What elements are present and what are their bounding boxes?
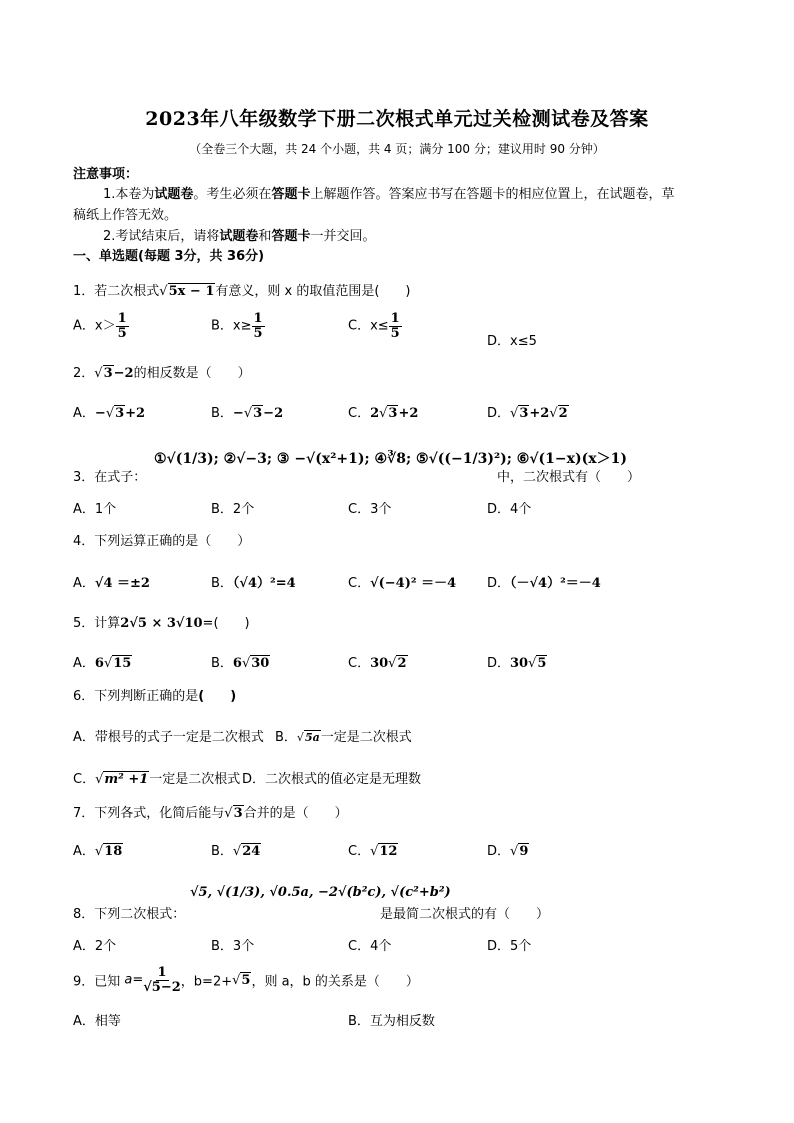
q8-option-a[interactable]: A．2个 [73, 939, 117, 954]
notice-text: 1.本卷为 [103, 187, 155, 202]
option-label: C．x≤ [348, 318, 389, 334]
option-label: A．x＞ [73, 318, 116, 334]
radical-expression: √3 [510, 406, 529, 421]
option-label: C． [348, 576, 371, 591]
option-label: A． [73, 730, 95, 745]
radicand: 3 [519, 406, 529, 421]
question-3-suffix: 中，二次根式有（ ） [497, 470, 641, 485]
q7-option-b[interactable] [211, 840, 261, 859]
option-text: 一定是二次根式 [149, 772, 241, 787]
radical-expression: √2 [388, 656, 407, 671]
document-title: 2023年八年级数学下册二次根式单元过关检测试卷及答案 [145, 108, 649, 130]
radicand: 3 [103, 366, 113, 381]
question-text: 7．下列各式，化简后能与 [73, 806, 225, 821]
question-6 [73, 685, 236, 704]
numerator: 1 [390, 311, 400, 326]
math-text: −2 [263, 406, 284, 421]
q3-option-c[interactable]: C．3个 [348, 502, 392, 517]
option-label: D． [487, 406, 511, 421]
fraction [143, 966, 181, 994]
math-text: − [94, 406, 106, 421]
radicand: 3 [253, 406, 263, 421]
q4-option-a[interactable] [73, 572, 150, 591]
denominator: 5 [117, 325, 127, 341]
option-label: B． [275, 730, 297, 745]
notice-text: 和 [258, 229, 272, 244]
question-text: 2． [73, 366, 95, 381]
radicand: 9 [519, 844, 529, 859]
denominator: 5 [390, 325, 400, 341]
option-label: D． [487, 576, 511, 591]
section-heading: 一、单选题(每题 3分，共 36分) [73, 249, 265, 264]
radicand: 30 [251, 656, 270, 671]
option-label: A． [73, 844, 95, 859]
radical-expression: √24 [232, 844, 261, 859]
radical-expression: √30 [241, 656, 270, 671]
option-label: B． [211, 844, 233, 859]
question-8-expression: √5, √(1/3), √0.5a, −2√(b²c), √(c²+b²) [190, 885, 451, 900]
math-text: （√4）²=4 [232, 576, 296, 591]
q5-option-d[interactable] [487, 652, 547, 671]
option-label: C． [348, 406, 371, 421]
question-8-suffix: 是最简二次根式的有（ ） [380, 907, 550, 922]
radicand: 2 [558, 406, 568, 421]
option-label: C． [348, 844, 371, 859]
question-text: 合并的是（ ） [243, 806, 348, 821]
option-label: B． [211, 656, 233, 671]
radical-expression: √3 [243, 406, 263, 421]
radicand: 18 [104, 844, 123, 859]
question-text: 1．若二次根式 [73, 284, 160, 299]
option-text: 二次根式的值必定是无理数 [265, 772, 422, 787]
q3-option-d[interactable]: D．4个 [487, 502, 532, 517]
question-text: 有意义，则 x 的取值范围是( ) [215, 284, 411, 299]
radicand: 15 [113, 656, 132, 671]
notice-item-2 [103, 225, 375, 244]
question-3-expression: ①√(1/3); ②√−3; ③ −√(x²+1); ④∛8; ⑤√((−1/3)²); ⑥√(1−x)(x＞1) [154, 451, 627, 467]
question-text: ，b=2+ [180, 974, 233, 990]
math-text: 2 [370, 406, 380, 421]
radical-expression: √3 [379, 406, 398, 421]
q3-option-a[interactable]: A．1个 [73, 502, 117, 517]
option-label: A． [73, 406, 95, 421]
denominator: √5−2 [143, 979, 181, 995]
notice-bold: 试题卷 [219, 229, 259, 244]
document-subtitle: （全卷三个大题，共 24 个小题，共 4 页；满分 100 分；建议用时 90 分钟） [189, 142, 605, 156]
radical-expression: √5 [232, 972, 251, 988]
notice-heading: 注意事项： [73, 167, 139, 182]
radicand: 5 [241, 972, 251, 988]
option-label: C． [348, 656, 371, 671]
option-label: C． [73, 772, 96, 787]
math-text: − [232, 406, 244, 421]
radical-expression: √3 [105, 406, 125, 421]
q7-option-c[interactable] [348, 840, 398, 859]
radicand: m² +1 [104, 772, 149, 787]
radicand: 3 [388, 406, 398, 421]
notice-item-1 [103, 183, 674, 202]
math-text: 2√5 × 3√10 [120, 616, 203, 631]
q2-option-d[interactable] [487, 402, 569, 421]
q4-option-b[interactable] [211, 572, 296, 591]
q4-option-d[interactable] [487, 572, 601, 591]
math-text: 30 [370, 656, 389, 671]
radicand: 5a [304, 731, 320, 744]
denominator: 5 [253, 325, 263, 341]
q8-option-d[interactable]: D．5个 [487, 939, 532, 954]
radicand: 3 [233, 806, 243, 821]
q5-option-c[interactable] [348, 652, 408, 671]
q5-option-a[interactable] [73, 652, 132, 671]
radical-expression: √3 [94, 366, 113, 381]
q2-option-b[interactable] [211, 402, 283, 421]
radicand: 3 [115, 406, 125, 421]
option-label: B． [211, 576, 233, 591]
math-text: 6 [232, 656, 242, 671]
question-5 [73, 612, 250, 631]
notice-bold: 答题卡 [271, 187, 311, 202]
option-text: 带根号的式子一定是二次根式 [94, 730, 264, 745]
question-8-prefix: 8．下列二次根式： [73, 907, 186, 922]
variable-a: a= [124, 972, 144, 988]
question-text: =( ) [202, 616, 250, 631]
radicand: 2 [397, 656, 407, 671]
math-text: 6 [94, 656, 104, 671]
numerator: 1 [157, 965, 167, 980]
question-9 [73, 966, 419, 994]
q6-option-d[interactable] [242, 768, 421, 787]
radicand: 5x − 1 [168, 284, 215, 299]
q8-option-c[interactable]: C．4个 [348, 939, 392, 954]
notice-text: 2.考试结束后，请将 [103, 229, 220, 244]
fraction [252, 312, 265, 340]
question-text: 9．已知 [73, 974, 125, 990]
option-text: 一定是二次根式 [320, 730, 412, 745]
q5-option-b[interactable] [211, 652, 270, 671]
radicand: 24 [242, 844, 261, 859]
notice-item-1-line2: 稿纸上作答无效。 [73, 208, 178, 223]
notice-text: 一并交回。 [310, 229, 376, 244]
q4-option-c[interactable] [348, 572, 456, 591]
radical-expression: √15 [103, 656, 132, 671]
notice-bold: 答题卡 [271, 229, 311, 244]
radicand: 5 [537, 656, 547, 671]
radical-expression: √12 [370, 844, 398, 859]
option-label: B． [211, 406, 233, 421]
radical-expression: √m² +1 [95, 772, 149, 787]
option-label: D． [487, 656, 511, 671]
math-text: （－√4）²＝－4 [510, 576, 601, 591]
option-label: D． [487, 844, 511, 859]
option-label: A． [73, 576, 95, 591]
question-paren: ( ) [198, 689, 237, 704]
radical-expression: √2 [549, 406, 568, 421]
math-text: √4 ＝±2 [94, 576, 150, 591]
math-text: +2 [125, 406, 146, 421]
question-text: ，则 a，b 的关系是（ ） [251, 974, 419, 990]
q1-option-d[interactable]: D．x≤5 [487, 334, 537, 349]
numerator: 1 [253, 311, 263, 326]
radical-expression: √5x − 1 [159, 284, 215, 299]
question-text: 6．下列判断正确的是 [73, 689, 199, 704]
notice-text: 。考生必须在 [193, 187, 272, 202]
question-text: 5．计算 [73, 616, 121, 631]
question-2 [73, 362, 251, 381]
q6-option-b[interactable] [275, 726, 412, 745]
radicand: 12 [379, 844, 398, 859]
q1-option-c[interactable] [348, 312, 402, 340]
q1-option-a[interactable] [73, 312, 129, 340]
q6-option-c[interactable] [73, 768, 240, 787]
math-text: √(−4)² ＝－4 [370, 576, 457, 591]
q6-option-a[interactable] [73, 726, 264, 745]
option-label: A． [73, 656, 95, 671]
math-text: −2 [113, 366, 134, 381]
radical-expression: √5 [528, 656, 547, 671]
numerator: 1 [117, 311, 127, 326]
fraction [116, 312, 129, 340]
question-text: 的相反数是（ ） [133, 366, 251, 381]
q7-option-a[interactable] [73, 840, 123, 859]
math-text: +2 [529, 406, 550, 421]
math-text: +2 [398, 406, 419, 421]
radical-expression: √5a [296, 731, 320, 744]
question-1 [73, 280, 410, 299]
fraction [389, 312, 402, 340]
q7-option-d[interactable] [487, 840, 529, 859]
q9-option-a[interactable]: A．相等 [73, 1014, 121, 1029]
q2-option-c[interactable] [348, 402, 418, 421]
question-3-prefix: 3．在式子： [73, 470, 147, 485]
q9-option-b[interactable]: B．互为相反数 [348, 1014, 435, 1029]
radical-expression: √3 [224, 806, 243, 821]
q3-option-b[interactable]: B．2个 [211, 502, 255, 517]
radical-expression: √9 [510, 844, 529, 859]
notice-text: 上解题作答。答案应书写在答题卡的相应位置上，在试题卷，草 [310, 187, 675, 202]
q1-option-b[interactable] [211, 312, 265, 340]
q8-option-b[interactable]: B．3个 [211, 939, 255, 954]
math-text: 30 [510, 656, 529, 671]
question-4: 4．下列运算正确的是（ ） [73, 534, 251, 549]
option-label: D． [242, 772, 266, 787]
notice-bold: 试题卷 [154, 187, 194, 202]
question-7 [73, 802, 348, 821]
q2-option-a[interactable] [73, 402, 145, 421]
option-label: B．x≥ [211, 318, 252, 334]
radical-expression: √18 [94, 844, 123, 859]
